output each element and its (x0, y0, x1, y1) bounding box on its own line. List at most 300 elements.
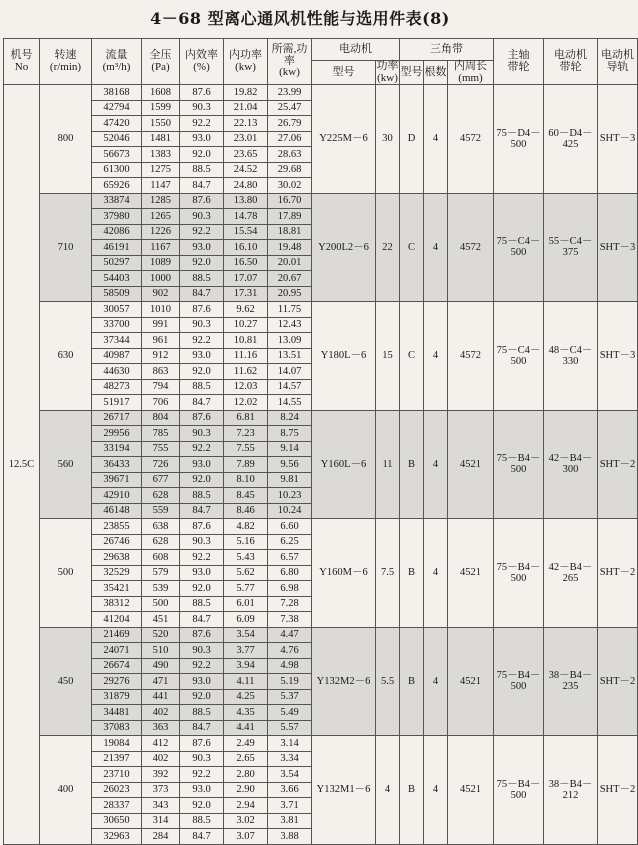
efficiency-cell: 88.5 (180, 596, 224, 612)
motor-rail-cell: SHT－2 (598, 627, 638, 736)
pressure-cell: 402 (142, 751, 180, 767)
table-row (4, 85, 638, 101)
efficiency-cell: 93.0 (180, 782, 224, 798)
header-motor-power: 功率 (kw) (376, 60, 399, 84)
inner-power-cell: 23.01 (224, 131, 268, 147)
pressure-cell: 726 (142, 457, 180, 473)
efficiency-cell: 87.6 (180, 85, 224, 101)
inner-power-cell: 17.31 (224, 286, 268, 302)
spindle-pulley-cell: 75－B4－ 500 (494, 410, 544, 519)
inner-power-cell: 4.41 (224, 720, 268, 736)
flow-cell: 30650 (92, 813, 142, 829)
table-header (4, 39, 638, 85)
flow-cell: 54403 (92, 271, 142, 287)
flow-cell: 19084 (92, 736, 142, 752)
pressure-cell: 451 (142, 612, 180, 628)
inner-power-cell: 24.80 (224, 178, 268, 194)
efficiency-cell: 92.0 (180, 581, 224, 597)
flow-cell: 26717 (92, 410, 142, 426)
flow-cell: 30057 (92, 302, 142, 318)
efficiency-cell: 92.2 (180, 550, 224, 566)
pressure-cell: 804 (142, 410, 180, 426)
inner-power-cell: 13.80 (224, 193, 268, 209)
table-row (4, 519, 638, 535)
belt-count-cell: 4 (424, 410, 448, 519)
table-row (4, 302, 638, 318)
efficiency-cell: 92.0 (180, 364, 224, 380)
pressure-cell: 755 (142, 441, 180, 457)
inner-power-cell: 3.54 (224, 627, 268, 643)
table-body (4, 85, 638, 845)
required-power-cell: 3.14 (268, 736, 312, 752)
motor-power-cell: 5.5 (376, 627, 400, 736)
flow-cell: 33874 (92, 193, 142, 209)
required-power-cell: 27.06 (268, 131, 312, 147)
efficiency-cell: 93.0 (180, 240, 224, 256)
inner-power-cell: 10.27 (224, 317, 268, 333)
required-power-cell: 29.68 (268, 162, 312, 178)
required-power-cell: 19.48 (268, 240, 312, 256)
efficiency-cell: 93.0 (180, 565, 224, 581)
efficiency-cell: 92.0 (180, 689, 224, 705)
efficiency-cell: 88.5 (180, 379, 224, 395)
required-power-cell: 3.34 (268, 751, 312, 767)
required-power-cell: 5.57 (268, 720, 312, 736)
motor-pulley-cell: 42－B4－ 265 (544, 519, 598, 628)
efficiency-cell: 88.5 (180, 705, 224, 721)
flow-cell: 21469 (92, 627, 142, 643)
inner-power-cell: 5.77 (224, 581, 268, 597)
efficiency-cell: 92.0 (180, 472, 224, 488)
belt-type-cell: B (400, 410, 424, 519)
required-power-cell: 3.71 (268, 798, 312, 814)
belt-count-cell: 4 (424, 85, 448, 194)
pressure-cell: 1383 (142, 147, 180, 163)
pressure-cell: 991 (142, 317, 180, 333)
flow-cell: 44630 (92, 364, 142, 380)
spindle-pulley-cell: 75－B4－ 500 (494, 736, 544, 845)
pressure-cell: 471 (142, 674, 180, 690)
efficiency-cell: 92.2 (180, 441, 224, 457)
inner-power-cell: 10.81 (224, 333, 268, 349)
header-motor-pulley: 电动机 带轮 (544, 39, 598, 85)
required-power-cell: 14.55 (268, 395, 312, 411)
required-power-cell: 9.56 (268, 457, 312, 473)
inner-power-cell: 4.82 (224, 519, 268, 535)
inner-power-cell: 6.01 (224, 596, 268, 612)
inner-power-cell: 8.10 (224, 472, 268, 488)
inner-power-cell: 2.90 (224, 782, 268, 798)
pressure-cell: 1089 (142, 255, 180, 271)
required-power-cell: 23.99 (268, 85, 312, 101)
speed-cell: 400 (40, 736, 92, 845)
inner-power-cell: 8.46 (224, 503, 268, 519)
belt-length-cell: 4521 (448, 519, 494, 628)
spindle-pulley-cell: 75－C4－ 500 (494, 302, 544, 411)
required-power-cell: 18.81 (268, 224, 312, 240)
efficiency-cell: 93.0 (180, 674, 224, 690)
flow-cell: 24071 (92, 643, 142, 659)
motor-rail-cell: SHT－2 (598, 410, 638, 519)
spindle-pulley-cell: 75－B4－ 500 (494, 627, 544, 736)
flow-cell: 32529 (92, 565, 142, 581)
motor-model-cell: Y132M1－6 (312, 736, 376, 845)
inner-power-cell: 15.54 (224, 224, 268, 240)
inner-power-cell: 3.02 (224, 813, 268, 829)
required-power-cell: 3.88 (268, 829, 312, 845)
required-power-cell: 28.63 (268, 147, 312, 163)
inner-power-cell: 16.10 (224, 240, 268, 256)
motor-pulley-cell: 38－B4－ 212 (544, 736, 598, 845)
motor-pulley-cell: 48－C4－ 330 (544, 302, 598, 411)
required-power-cell: 4.47 (268, 627, 312, 643)
pressure-cell: 628 (142, 534, 180, 550)
efficiency-cell: 84.7 (180, 829, 224, 845)
page-title: 4－68 型离心通风机性能与选用件表(8) (150, 9, 450, 28)
motor-model-cell: Y180L－6 (312, 302, 376, 411)
required-power-cell: 20.01 (268, 255, 312, 271)
inner-power-cell: 5.43 (224, 550, 268, 566)
speed-cell: 500 (40, 519, 92, 628)
efficiency-cell: 84.7 (180, 503, 224, 519)
efficiency-cell: 92.2 (180, 658, 224, 674)
table-row (4, 410, 638, 426)
efficiency-cell: 92.2 (180, 116, 224, 132)
header-belt-length: 内周长 (mm) (448, 61, 494, 85)
flow-cell: 29638 (92, 550, 142, 566)
header-motor: 电动机 (312, 39, 400, 61)
motor-rail-cell: SHT－2 (598, 519, 638, 628)
required-power-cell: 11.75 (268, 302, 312, 318)
flow-cell: 42086 (92, 224, 142, 240)
inner-power-cell: 2.65 (224, 751, 268, 767)
pressure-cell: 500 (142, 596, 180, 612)
flow-cell: 28337 (92, 798, 142, 814)
table-row (4, 627, 638, 643)
motor-power-cell: 4 (376, 736, 400, 845)
efficiency-cell: 87.6 (180, 519, 224, 535)
flow-cell: 37083 (92, 720, 142, 736)
flow-cell: 23710 (92, 767, 142, 783)
required-power-cell: 25.47 (268, 100, 312, 116)
flow-cell: 50297 (92, 255, 142, 271)
flow-cell: 29276 (92, 674, 142, 690)
required-power-cell: 5.37 (268, 689, 312, 705)
efficiency-cell: 93.0 (180, 131, 224, 147)
spindle-pulley-cell: 75－D4－ 500 (494, 85, 544, 194)
inner-power-cell: 23.65 (224, 147, 268, 163)
flow-cell: 52046 (92, 131, 142, 147)
efficiency-cell: 84.7 (180, 178, 224, 194)
inner-power-cell: 7.23 (224, 426, 268, 442)
motor-rail-cell: SHT－3 (598, 193, 638, 302)
pressure-cell: 1285 (142, 193, 180, 209)
flow-cell: 46191 (92, 240, 142, 256)
inner-power-cell: 17.07 (224, 271, 268, 287)
pressure-cell: 392 (142, 767, 180, 783)
belt-type-cell: C (400, 302, 424, 411)
efficiency-cell: 87.6 (180, 627, 224, 643)
pressure-cell: 1550 (142, 116, 180, 132)
pressure-cell: 638 (142, 519, 180, 535)
belt-type-cell: C (400, 193, 424, 302)
flow-cell: 38312 (92, 596, 142, 612)
pressure-cell: 539 (142, 581, 180, 597)
efficiency-cell: 84.7 (180, 612, 224, 628)
efficiency-cell: 92.0 (180, 798, 224, 814)
flow-cell: 32963 (92, 829, 142, 845)
inner-power-cell: 16.50 (224, 255, 268, 271)
belt-length-cell: 4521 (448, 736, 494, 845)
motor-rail-cell: SHT－2 (598, 736, 638, 845)
flow-cell: 23855 (92, 519, 142, 535)
header-belt-count: 根数 (424, 61, 448, 85)
required-power-cell: 7.28 (268, 596, 312, 612)
pressure-cell: 490 (142, 658, 180, 674)
required-power-cell: 13.51 (268, 348, 312, 364)
machine-no-cell: 12.5C (4, 85, 40, 845)
flow-cell: 61300 (92, 162, 142, 178)
table-row (4, 736, 638, 752)
belt-length-cell: 4572 (448, 85, 494, 194)
efficiency-cell: 87.6 (180, 410, 224, 426)
flow-cell: 34481 (92, 705, 142, 721)
header-machine-no: 机号 No (4, 39, 40, 85)
flow-cell: 42910 (92, 488, 142, 504)
flow-cell: 35421 (92, 581, 142, 597)
required-power-cell: 30.02 (268, 178, 312, 194)
pressure-cell: 1275 (142, 162, 180, 178)
motor-power-cell: 11 (376, 410, 400, 519)
pressure-cell: 902 (142, 286, 180, 302)
pressure-cell: 559 (142, 503, 180, 519)
efficiency-cell: 90.3 (180, 426, 224, 442)
pressure-cell: 343 (142, 798, 180, 814)
flow-cell: 39671 (92, 472, 142, 488)
table-row (4, 193, 638, 209)
pressure-cell: 794 (142, 379, 180, 395)
pressure-cell: 1599 (142, 100, 180, 116)
efficiency-cell: 90.3 (180, 209, 224, 225)
required-power-cell: 6.25 (268, 534, 312, 550)
flow-cell: 40987 (92, 348, 142, 364)
flow-cell: 41204 (92, 612, 142, 628)
pressure-cell: 1226 (142, 224, 180, 240)
efficiency-cell: 90.3 (180, 317, 224, 333)
inner-power-cell: 2.94 (224, 798, 268, 814)
pressure-cell: 373 (142, 782, 180, 798)
efficiency-cell: 84.7 (180, 395, 224, 411)
flow-cell: 37344 (92, 333, 142, 349)
motor-rail-cell: SHT－3 (598, 85, 638, 194)
spindle-pulley-cell: 75－B4－ 500 (494, 519, 544, 628)
required-power-cell: 3.81 (268, 813, 312, 829)
inner-power-cell: 11.16 (224, 348, 268, 364)
pressure-cell: 402 (142, 705, 180, 721)
header-required-power: 所需,功率 (kw) (268, 39, 312, 85)
required-power-cell: 10.24 (268, 503, 312, 519)
required-power-cell: 26.79 (268, 116, 312, 132)
inner-power-cell: 7.55 (224, 441, 268, 457)
required-power-cell: 6.60 (268, 519, 312, 535)
efficiency-cell: 92.2 (180, 333, 224, 349)
efficiency-cell: 87.6 (180, 193, 224, 209)
motor-power-cell: 30 (376, 85, 400, 194)
required-power-cell: 7.38 (268, 612, 312, 628)
inner-power-cell: 5.16 (224, 534, 268, 550)
efficiency-cell: 92.0 (180, 255, 224, 271)
pressure-cell: 1000 (142, 271, 180, 287)
belt-length-cell: 4521 (448, 410, 494, 519)
pressure-cell: 412 (142, 736, 180, 752)
inner-power-cell: 4.25 (224, 689, 268, 705)
pressure-cell: 608 (142, 550, 180, 566)
required-power-cell: 4.98 (268, 658, 312, 674)
inner-power-cell: 3.94 (224, 658, 268, 674)
inner-power-cell: 14.78 (224, 209, 268, 225)
inner-power-cell: 12.03 (224, 379, 268, 395)
belt-type-cell: B (400, 736, 424, 845)
header-pressure: 全压 (Pa) (142, 39, 180, 85)
motor-pulley-cell: 55－C4－ 375 (544, 193, 598, 302)
pressure-cell: 314 (142, 813, 180, 829)
efficiency-cell: 88.5 (180, 271, 224, 287)
inner-power-cell: 3.07 (224, 829, 268, 845)
pressure-cell: 785 (142, 426, 180, 442)
efficiency-cell: 92.2 (180, 224, 224, 240)
required-power-cell: 5.49 (268, 705, 312, 721)
inner-power-cell: 9.62 (224, 302, 268, 318)
efficiency-cell: 87.6 (180, 302, 224, 318)
motor-model-cell: Y160M－6 (312, 519, 376, 628)
efficiency-cell: 90.3 (180, 534, 224, 550)
efficiency-cell: 92.0 (180, 147, 224, 163)
motor-model-cell: Y132M2－6 (312, 627, 376, 736)
required-power-cell: 17.89 (268, 209, 312, 225)
belt-type-cell: B (400, 519, 424, 628)
inner-power-cell: 22.13 (224, 116, 268, 132)
flow-cell: 26023 (92, 782, 142, 798)
motor-power-cell: 15 (376, 302, 400, 411)
required-power-cell: 6.57 (268, 550, 312, 566)
belt-type-cell: B (400, 627, 424, 736)
pressure-cell: 1147 (142, 178, 180, 194)
belt-type-cell: D (400, 85, 424, 194)
belt-count-cell: 4 (424, 627, 448, 736)
speed-cell: 800 (40, 85, 92, 194)
flow-cell: 51917 (92, 395, 142, 411)
efficiency-cell: 88.5 (180, 813, 224, 829)
inner-power-cell: 21.04 (224, 100, 268, 116)
inner-power-cell: 2.80 (224, 767, 268, 783)
header-speed: 转速 (r/min) (40, 39, 92, 85)
inner-power-cell: 5.62 (224, 565, 268, 581)
required-power-cell: 10.23 (268, 488, 312, 504)
belt-length-cell: 4521 (448, 627, 494, 736)
flow-cell: 42794 (92, 100, 142, 116)
motor-power-cell: 22 (376, 193, 400, 302)
header-inner-power: 内功率 (kw) (224, 39, 268, 85)
flow-cell: 56673 (92, 147, 142, 163)
inner-power-cell: 7.89 (224, 457, 268, 473)
speed-cell: 710 (40, 193, 92, 302)
motor-pulley-cell: 38－B4－ 235 (544, 627, 598, 736)
flow-cell: 31879 (92, 689, 142, 705)
spindle-pulley-cell: 75－C4－ 500 (494, 193, 544, 302)
flow-cell: 36433 (92, 457, 142, 473)
required-power-cell: 14.07 (268, 364, 312, 380)
flow-cell: 47420 (92, 116, 142, 132)
motor-model-cell: Y225M－6 (312, 85, 376, 194)
inner-power-cell: 12.02 (224, 395, 268, 411)
efficiency-cell: 84.7 (180, 286, 224, 302)
required-power-cell: 3.54 (268, 767, 312, 783)
efficiency-cell: 90.3 (180, 643, 224, 659)
inner-power-cell: 24.52 (224, 162, 268, 178)
belt-length-cell: 4572 (448, 193, 494, 302)
required-power-cell: 3.66 (268, 782, 312, 798)
inner-power-cell: 19.82 (224, 85, 268, 101)
belt-count-cell: 4 (424, 519, 448, 628)
pressure-cell: 1265 (142, 209, 180, 225)
required-power-cell: 14.57 (268, 379, 312, 395)
header-motor-model: 型号 (312, 61, 376, 85)
flow-cell: 29956 (92, 426, 142, 442)
belt-count-cell: 4 (424, 193, 448, 302)
inner-power-cell: 11.62 (224, 364, 268, 380)
efficiency-cell: 93.0 (180, 457, 224, 473)
flow-cell: 38168 (92, 85, 142, 101)
flow-cell: 33194 (92, 441, 142, 457)
efficiency-cell: 90.3 (180, 100, 224, 116)
inner-power-cell: 3.77 (224, 643, 268, 659)
header-spindle-pulley: 主轴 带轮 (494, 39, 544, 85)
required-power-cell: 8.24 (268, 410, 312, 426)
pressure-cell: 441 (142, 689, 180, 705)
flow-cell: 33700 (92, 317, 142, 333)
required-power-cell: 20.95 (268, 286, 312, 302)
inner-power-cell: 4.35 (224, 705, 268, 721)
pressure-cell: 628 (142, 488, 180, 504)
inner-power-cell: 8.45 (224, 488, 268, 504)
pressure-cell: 1608 (142, 85, 180, 101)
required-power-cell: 20.67 (268, 271, 312, 287)
motor-pulley-cell: 42－B4－ 300 (544, 410, 598, 519)
efficiency-cell: 93.0 (180, 348, 224, 364)
flow-cell: 37980 (92, 209, 142, 225)
motor-power-cell: 7.5 (376, 519, 400, 628)
inner-power-cell: 2.49 (224, 736, 268, 752)
pressure-cell: 961 (142, 333, 180, 349)
speed-cell: 450 (40, 627, 92, 736)
required-power-cell: 8.75 (268, 426, 312, 442)
required-power-cell: 6.98 (268, 581, 312, 597)
header-efficiency: 内效率 (%) (180, 39, 224, 85)
flow-cell: 21397 (92, 751, 142, 767)
pressure-cell: 510 (142, 643, 180, 659)
efficiency-cell: 92.2 (180, 767, 224, 783)
pressure-cell: 284 (142, 829, 180, 845)
flow-cell: 26674 (92, 658, 142, 674)
required-power-cell: 16.70 (268, 193, 312, 209)
belt-count-cell: 4 (424, 302, 448, 411)
header-motor-rail: 电动机 导轨 (598, 39, 638, 85)
pressure-cell: 677 (142, 472, 180, 488)
belt-count-cell: 4 (424, 736, 448, 845)
flow-cell: 48273 (92, 379, 142, 395)
pressure-cell: 912 (142, 348, 180, 364)
required-power-cell: 9.81 (268, 472, 312, 488)
